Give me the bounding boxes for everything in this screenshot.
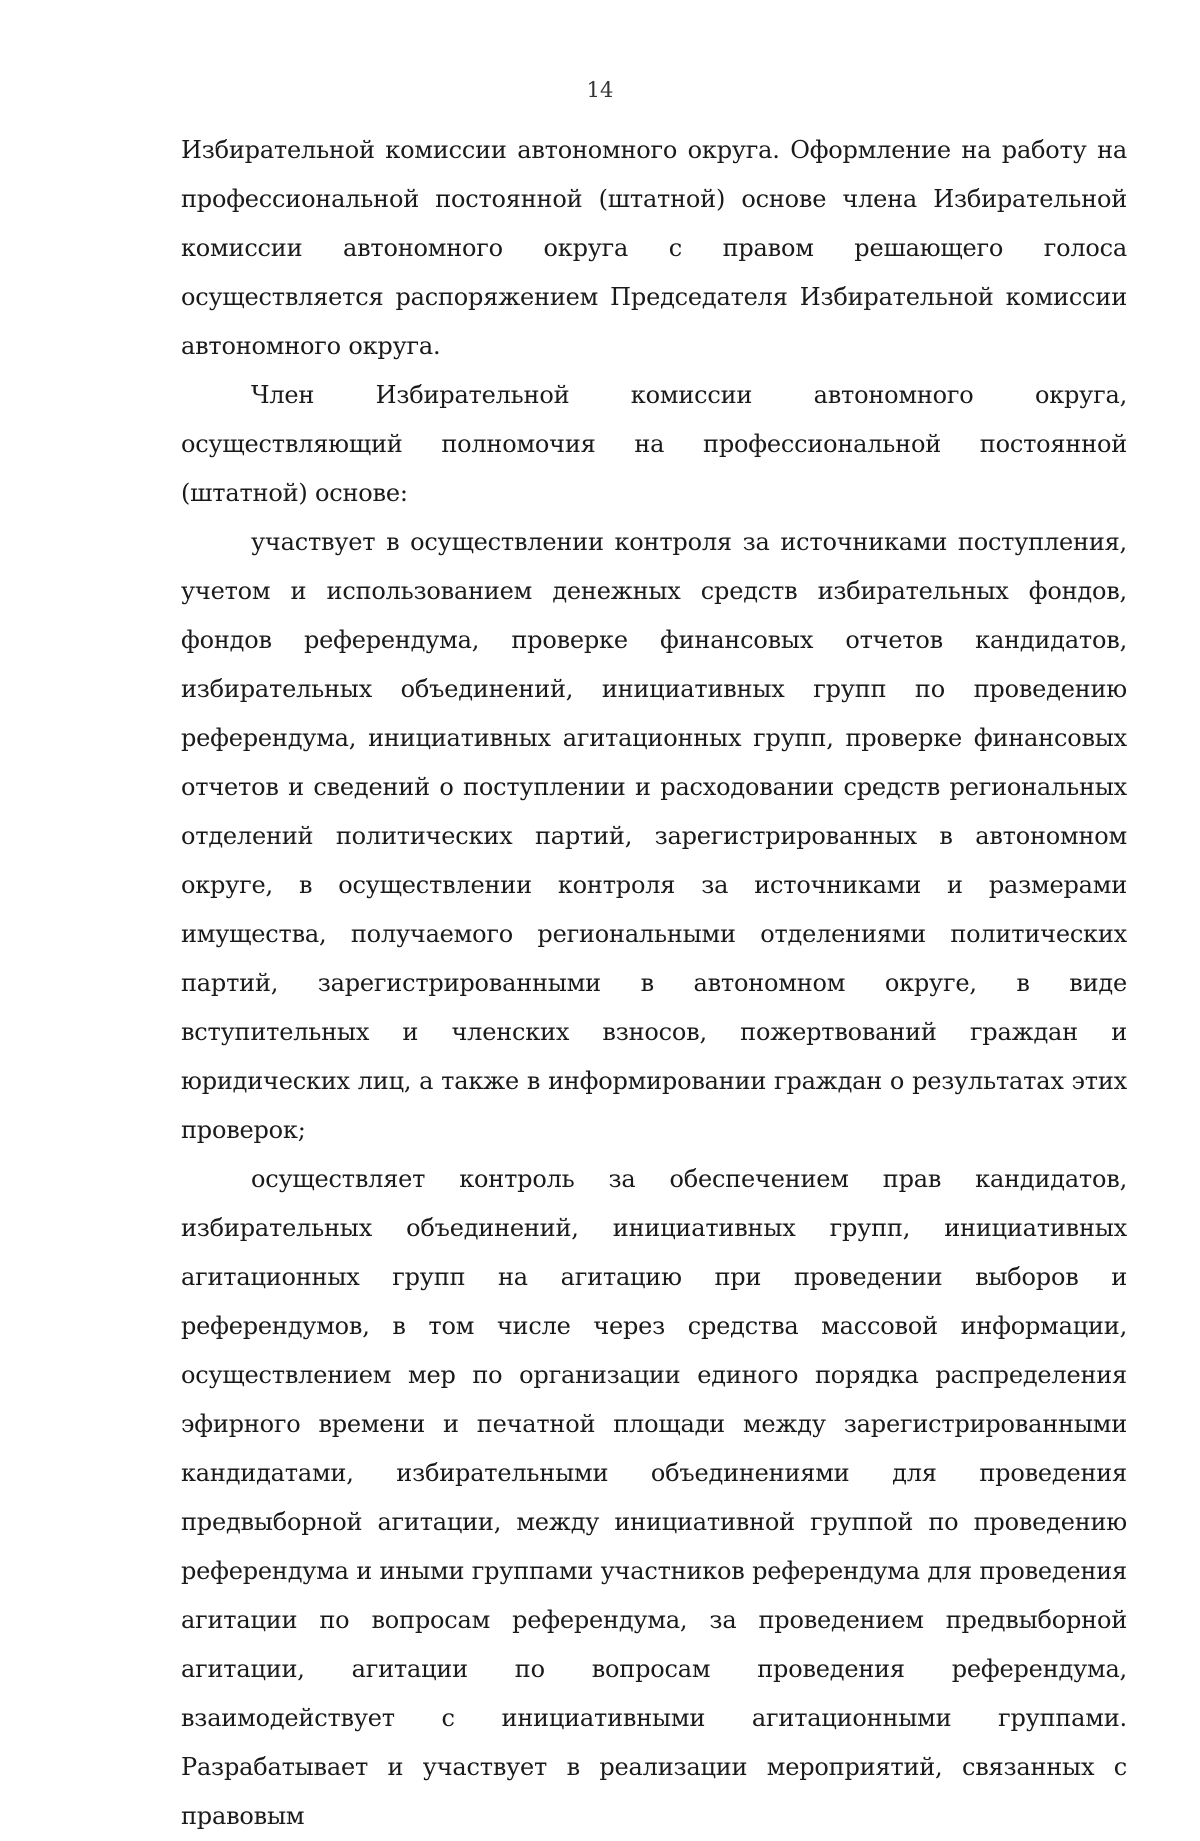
paragraph-1: Избирательной комиссии автономного округа. Оформление на работу на профессиональной постоянной (штатной) основе члена Избирательной комиссии автономного округа с правом решающего голоса осуществляется распоряжением Председателя Избирательной комиссии автономного округа.	[181, 136, 1127, 360]
document-body	[181, 126, 1127, 1841]
paragraph-3: участвует в осуществлении контроля за источниками поступления, учетом и использованием денежных средств избирательных фондов, фондов референдума, проверке финансовых отчетов кандидатов, избирательных объединений, инициативных групп по проведению референдума, инициативных агитационных групп, проверке финансовых отчетов и сведений о поступлении и расходовании средств региональных отделений политических партий, зарегистрированных в автономном округе, в осуществлении контроля за источниками и размерами имущества, получаемого региональными отделениями политических партий, зарегистрированными в автономном округе, в виде вступительных и членских взносов, пожертвований граждан и юридических лиц, а также в информировании граждан о результатах этих проверок;	[181, 528, 1127, 1144]
paragraph-2: Член Избирательной комиссии автономного округа, осуществляющий полномочия на профессиональной постоянной (штатной) основе:	[181, 381, 1127, 507]
paragraph-4: осуществляет контроль за обеспечением прав кандидатов, избирательных объединений, инициативных групп, инициативных агитационных групп на агитацию при проведении выборов и референдумов, в том числе через средства массовой информации, осуществлением мер по организации единого порядка распределения эфирного времени и печатной площади между зарегистрированными кандидатами, избирательными объединениями для проведения предвыборной агитации, между инициативной группой по проведению референдума и иными группами участников референдума для проведения агитации по вопросам референдума, за проведением предвыборной агитации, агитации по вопросам проведения референдума, взаимодействует с инициативными агитационными группами. Разрабатывает и участвует в реализации мероприятий, связанных с правовым	[181, 1165, 1127, 1830]
page-number: 14	[586, 78, 614, 102]
